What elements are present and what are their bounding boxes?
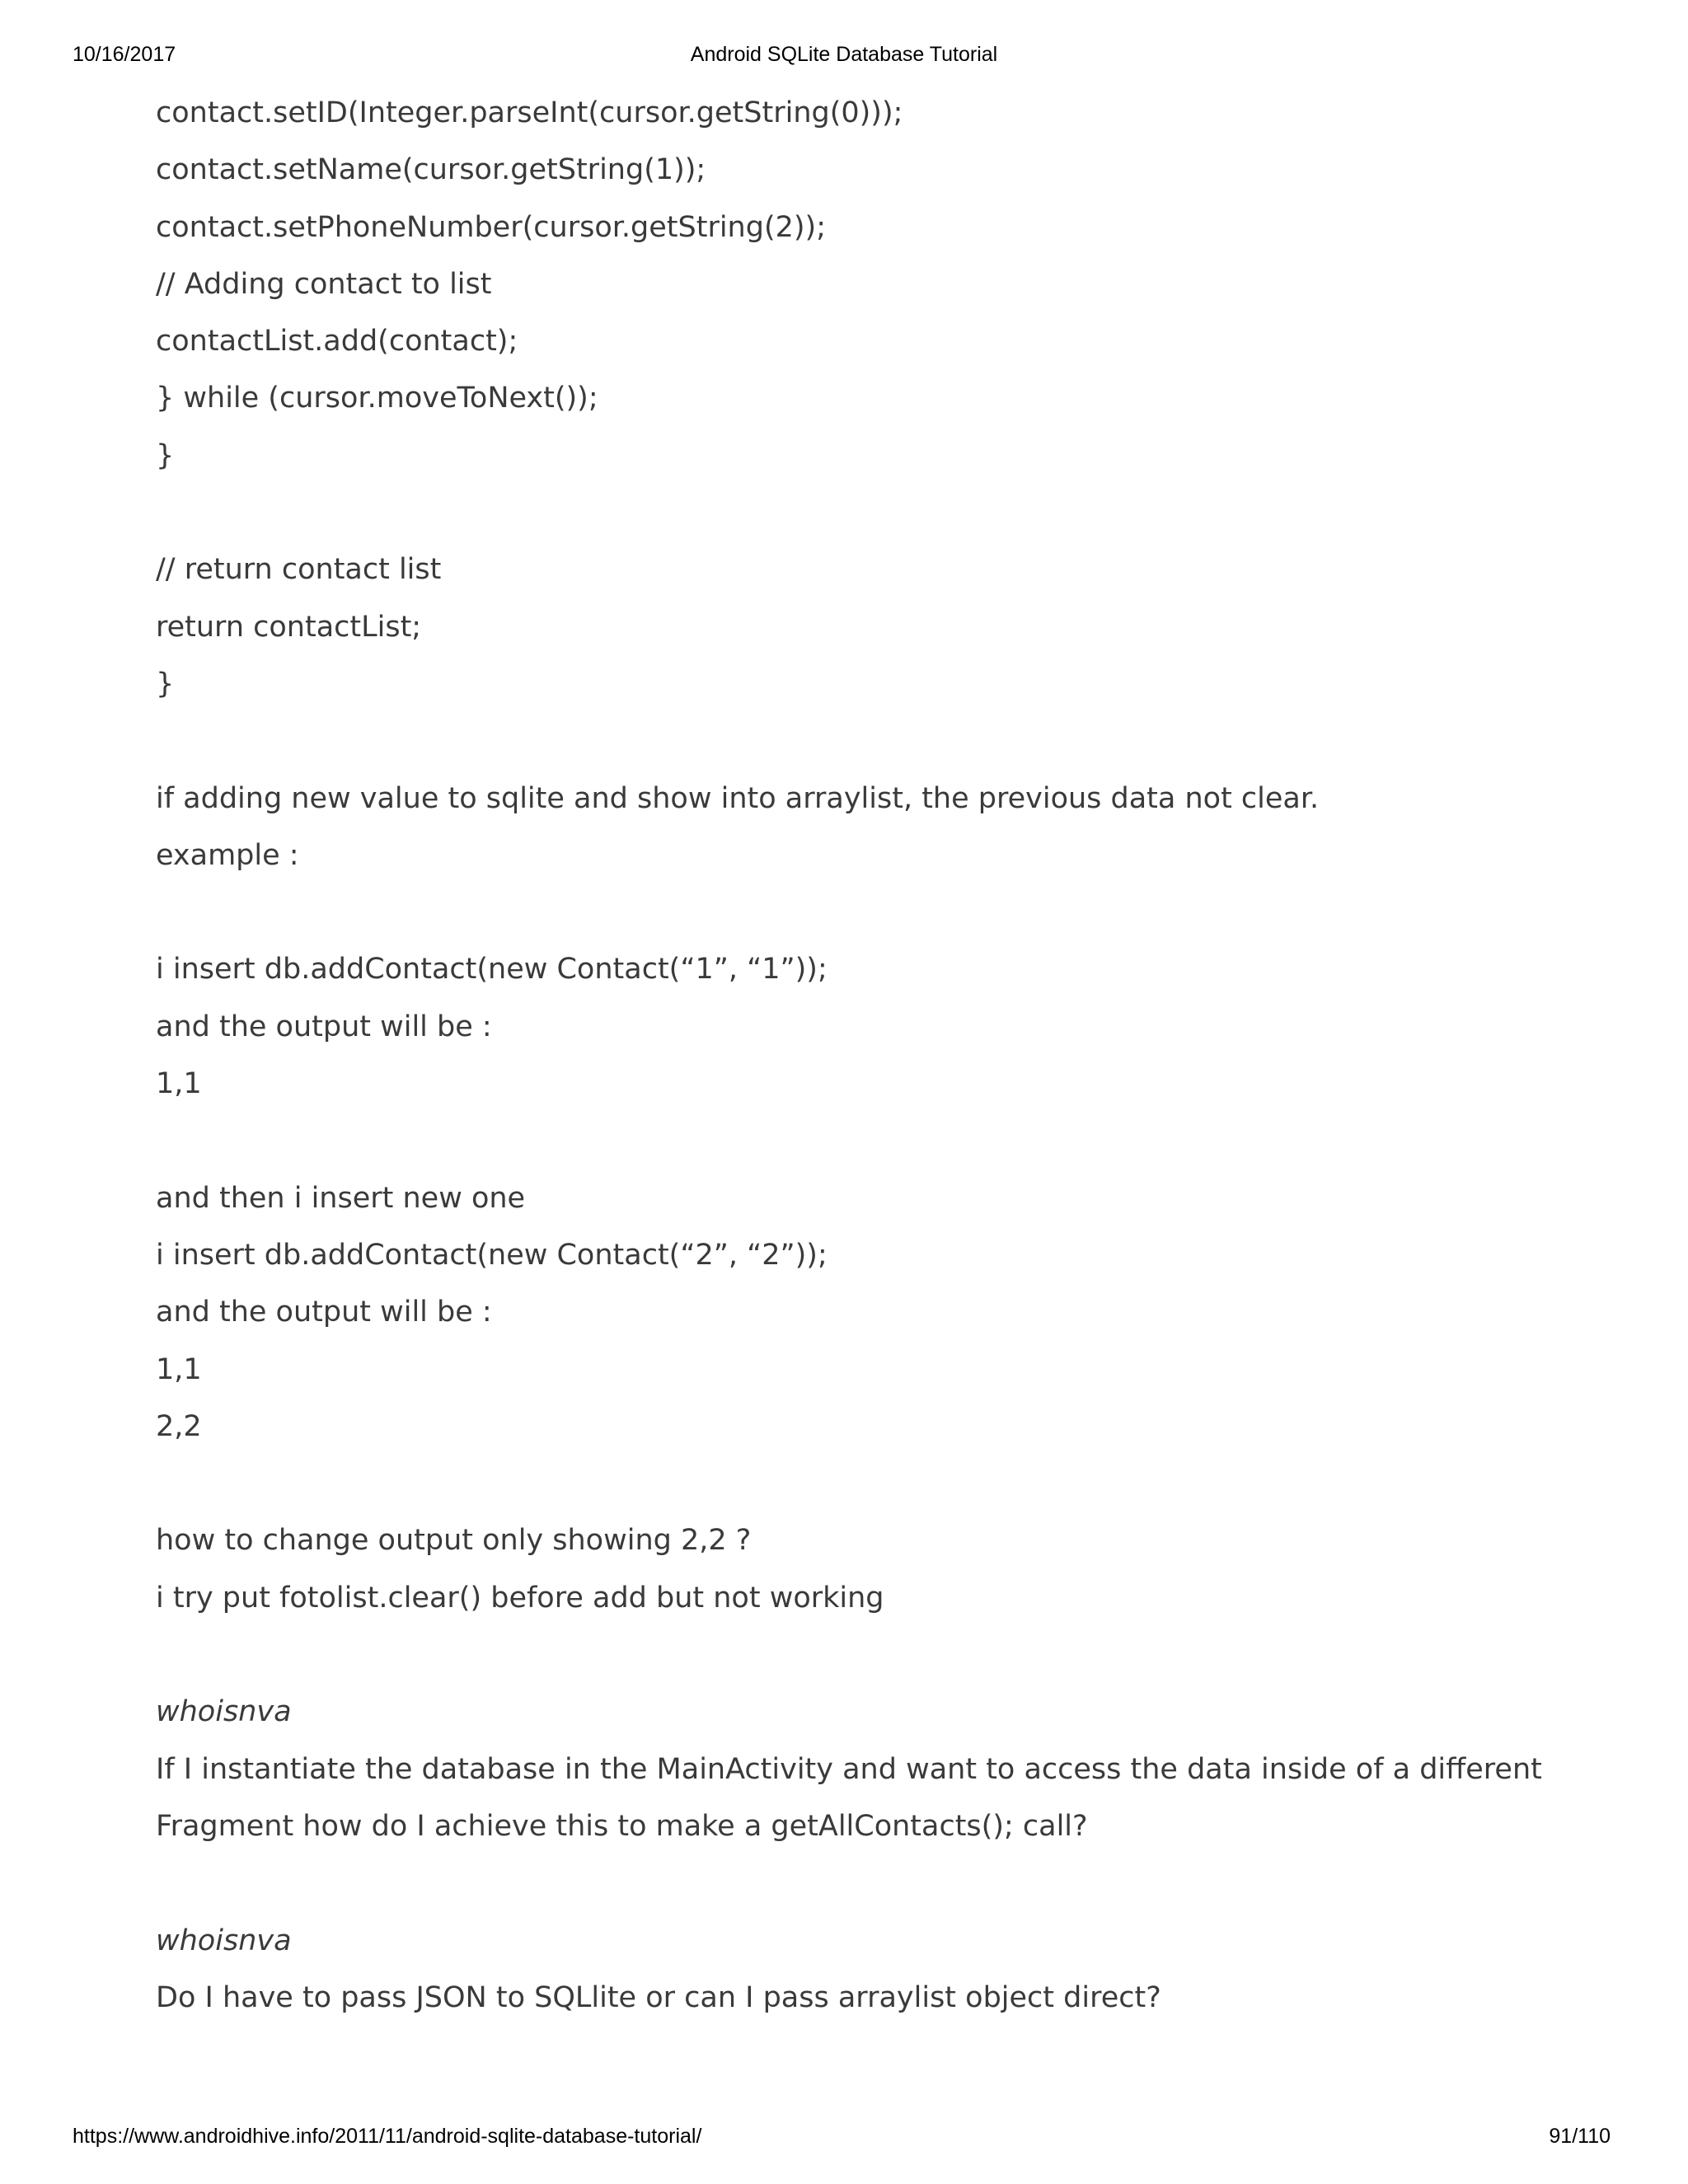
text-line: and the output will be : bbox=[156, 1010, 492, 1043]
text-line: example : bbox=[156, 838, 299, 872]
code-line: // Adding contact to list bbox=[156, 267, 492, 301]
comment-author: whoisnva bbox=[156, 1695, 292, 1729]
comment-text: If I instantiate the database in the MainActivity and want to access the data inside of a different bbox=[156, 1752, 1542, 1786]
comment bbox=[156, 1913, 1639, 2027]
code-line: contactList.add(contact); bbox=[156, 325, 518, 359]
text-line: 1,1 bbox=[156, 1352, 202, 1386]
text-line: 2,2 bbox=[156, 1409, 202, 1443]
code-line: } bbox=[156, 667, 175, 701]
code-line: return contactList; bbox=[156, 610, 422, 644]
page-title: Android SQLite Database Tutorial bbox=[690, 43, 998, 66]
code-line: contact.setName(cursor.getString(1)); bbox=[156, 153, 706, 187]
question-block bbox=[156, 713, 1639, 1684]
blank-line bbox=[156, 1627, 1639, 1684]
text-line: 1,1 bbox=[156, 1067, 202, 1101]
page-number: 91/110 bbox=[1549, 2125, 1611, 2148]
code-block bbox=[156, 85, 1639, 713]
blank-line bbox=[156, 713, 1639, 770]
code-line: // return contact list bbox=[156, 553, 442, 587]
code-line: contact.setPhoneNumber(cursor.getString(2)); bbox=[156, 210, 826, 244]
comment-author: whoisnva bbox=[156, 1924, 292, 1957]
comment-text: Do I have to pass JSON to SQLlite or can I pass arraylist object direct? bbox=[156, 1980, 1161, 2014]
text-line: how to change output only showing 2,2 ? bbox=[156, 1524, 752, 1558]
text-line: i try put fotolist.clear() before add but not working bbox=[156, 1581, 884, 1615]
print-date: 10/16/2017 bbox=[73, 43, 176, 66]
comment-text: Fragment how do I achieve this to make a getAllContacts(); call? bbox=[156, 1809, 1088, 1843]
blank-line bbox=[156, 1113, 1639, 1169]
text-line: i insert db.addContact(new Contact(“1”, “1”)); bbox=[156, 953, 828, 987]
page-url: https://www.androidhive.info/2011/11/android-sqlite-database-tutorial/ bbox=[73, 2125, 702, 2148]
code-line: } while (cursor.moveToNext()); bbox=[156, 382, 598, 415]
comment bbox=[156, 1684, 1639, 1912]
blank-line bbox=[156, 884, 1639, 941]
text-line: i insert db.addContact(new Contact(“2”, “2”)); bbox=[156, 1238, 828, 1272]
code-line: } bbox=[156, 438, 175, 472]
text-line: if adding new value to sqlite and show into arraylist, the previous data not clear. bbox=[156, 781, 1320, 815]
article-content bbox=[156, 85, 1639, 2027]
blank-line bbox=[156, 1455, 1639, 1512]
text-line: and then i insert new one bbox=[156, 1181, 526, 1215]
text-line: and the output will be : bbox=[156, 1296, 492, 1329]
blank-line bbox=[156, 485, 1639, 541]
blank-line bbox=[156, 1855, 1639, 1912]
code-line: contact.setID(Integer.parseInt(cursor.getString(0))); bbox=[156, 96, 903, 129]
